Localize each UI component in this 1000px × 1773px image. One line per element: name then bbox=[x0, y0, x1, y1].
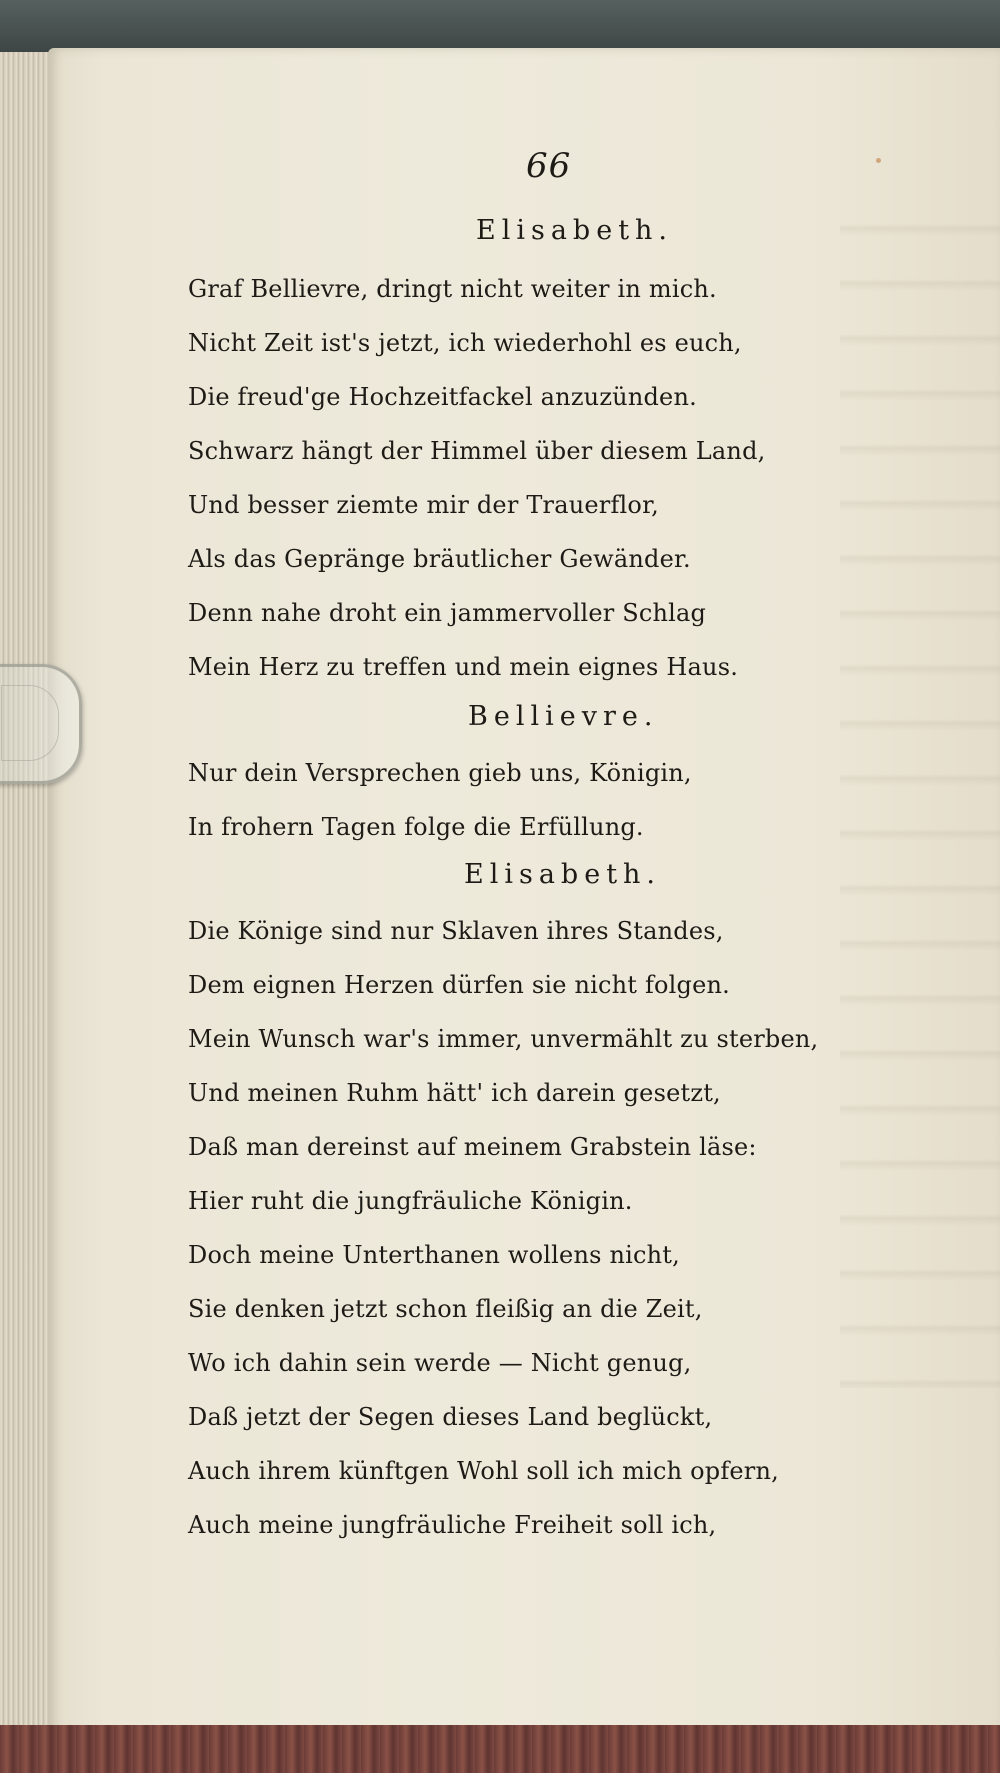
verse-line: Sie denken jetzt schon fleißig an die Zeit, bbox=[188, 1295, 703, 1323]
book-cover-edge bbox=[0, 1725, 1000, 1773]
verse-line: Nicht Zeit ist's jetzt, ich wiederhohl es euch, bbox=[188, 329, 742, 357]
verse-line: Mein Wunsch war's immer, unvermählt zu sterben, bbox=[188, 1025, 819, 1053]
verse-line: Mein Herz zu treffen und mein eignes Haus. bbox=[188, 653, 739, 681]
verse-line: Daß jetzt der Segen dieses Land beglückt, bbox=[188, 1403, 713, 1431]
verse-line: Dem eignen Herzen dürfen sie nicht folgen. bbox=[188, 971, 731, 999]
verse-line: Hier ruht die jungfräuliche Königin. bbox=[188, 1187, 633, 1215]
verse-line: Denn nahe droht ein jammervoller Schlag bbox=[188, 599, 707, 627]
show-through bbox=[840, 188, 1000, 1388]
verse-line: Auch ihrem künftgen Wohl soll ich mich opfern, bbox=[188, 1457, 779, 1485]
verse-line: Wo ich dahin sein werde — Nicht genug, bbox=[188, 1349, 692, 1377]
verse-line: Als das Gepränge bräutlicher Gewänder. bbox=[188, 545, 691, 573]
verse-line: Daß man dereinst auf meinem Grabstein läse: bbox=[188, 1133, 757, 1161]
paper-spot bbox=[876, 158, 881, 163]
page-number: 66 bbox=[526, 146, 572, 186]
page-clip-inner bbox=[1, 685, 59, 761]
speaker-name: Elisabeth. bbox=[476, 215, 674, 246]
verse-line: Die Könige sind nur Sklaven ihres Standes, bbox=[188, 917, 724, 945]
verse-line: Graf Bellievre, dringt nicht weiter in mich. bbox=[188, 275, 717, 303]
verse-line: Die freud'ge Hochzeitfackel anzuzünden. bbox=[188, 383, 697, 411]
verse-line: Doch meine Unterthanen wollens nicht, bbox=[188, 1241, 680, 1269]
speaker-name: Elisabeth. bbox=[464, 859, 662, 890]
verse-line: Auch meine jungfräuliche Freiheit soll ich, bbox=[188, 1511, 717, 1539]
verse-line: Und besser ziemte mir der Trauerflor, bbox=[188, 491, 659, 519]
verse-line: Und meinen Ruhm hätt' ich darein gesetzt, bbox=[188, 1079, 721, 1107]
speaker-name: Bellievre. bbox=[468, 701, 659, 732]
verse-line: Nur dein Versprechen gieb uns, Königin, bbox=[188, 759, 692, 787]
verse-line: Schwarz hängt der Himmel über diesem Land, bbox=[188, 437, 766, 465]
verse-line: In frohern Tagen folge die Erfüllung. bbox=[188, 813, 644, 841]
page-clip bbox=[0, 664, 82, 784]
